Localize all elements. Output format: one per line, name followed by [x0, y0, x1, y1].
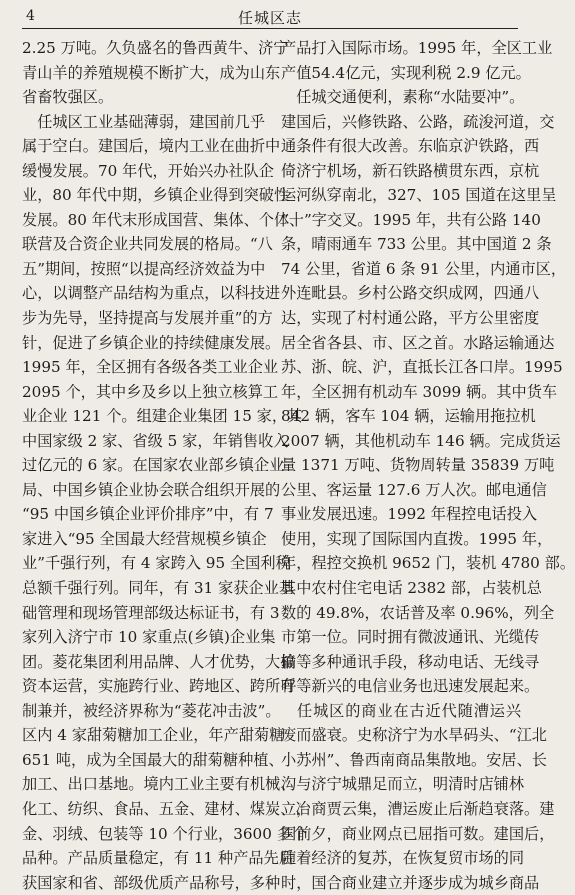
text-line: 业企业 121 个。组建企业集团 15 家，其: [22, 407, 303, 426]
text-line: 心，以调整产品结构为重点，以科技进: [22, 284, 281, 303]
text-line: 842 辆，客车 104 辆，运输用拖拉机: [281, 407, 536, 426]
text-line: 输等多种通讯手段，移动电话、无线寻: [281, 652, 540, 671]
text-line: 居全省各县、市、区之首。水路运输通达: [281, 333, 555, 352]
text-line: 使用，实现了国际国内直拨。1995 年，: [281, 529, 553, 548]
text-line: 任城交通便利，素称“水陆要冲”。: [281, 88, 525, 107]
text-line: 中国家级 2 家、省级 5 家，年销售收入: [22, 431, 289, 450]
text-line: 废而盛衰。史称济宁为水旱码头、“江北: [281, 726, 547, 745]
text-line: 省畜牧强区。: [22, 88, 114, 107]
text-line: 呼等新兴的电信业务也迅速发展起来。: [281, 677, 540, 696]
text-line: 加工、出口基地。境内工业主要有机械、: [22, 775, 296, 794]
text-line: 业，80 年代中期，乡镇企业得到突破性: [22, 186, 290, 205]
text-line: 家进入“95 全国最大经营规模乡镇企: [22, 529, 267, 548]
text-line: 小苏州”、鲁西南商品集散地。安居、长: [281, 750, 547, 769]
text-line: 产值54.4亿元，实现利税 2.9 亿元。: [281, 63, 531, 82]
running-title: 任城区志: [237, 9, 302, 27]
left-column: [22, 36, 311, 895]
text-line: 区内 4 家甜菊糖加工企业，年产甜菊糖: [22, 726, 285, 745]
text-line: 获国家和省、部级优质产品称号，多种: [22, 873, 281, 892]
text-line: 时，国合商业建立并逐步成为城乡商品: [281, 873, 540, 892]
text-line: 外连毗县。乡村公路交织成网，四通八: [281, 284, 540, 303]
text-line: 化工、纺织、食品、五金、建材、煤炭、冶: [22, 799, 311, 818]
text-line: 金、羽绒、包装等 10 个行业，3600 多个: [22, 824, 308, 843]
text-line: 属于空白。建国后，境内工业在曲折中: [22, 137, 281, 156]
text-line: 市第一位。同时拥有微波通讯、光缆传: [281, 628, 540, 647]
page-header: [22, 6, 518, 29]
text-line: 公里、客运量 127.6 万人次。邮电通信: [281, 480, 547, 499]
text-line: 年，程控交换机 9652 门，装机 4780 部。: [281, 554, 575, 573]
text-line: 通条件有很大改善。东临京沪铁路，西: [281, 137, 540, 156]
text-line: 运河纵穿南北，327、105 国道在这里呈: [281, 186, 557, 205]
text-line: 立，商贾云集，漕运废止后渐趋衰落。建: [281, 799, 555, 818]
text-line: 制兼并，被经济界称为“菱花冲击波”。: [22, 701, 281, 720]
text-line: 随着经济的复苏，在恢复贸市场的同: [281, 849, 524, 868]
text-line: 任城区的商业在古近代随漕运兴: [281, 701, 521, 720]
text-line: 事业发展迅速。1992 年程控电话投入: [281, 505, 538, 524]
text-line: 数的 49.8%，农话普及率 0.96%，列全: [281, 603, 555, 622]
text-line: 量 1371 万吨、货物周转量 35839 万吨: [281, 456, 555, 475]
text-line: 团。菱花集团利用品牌、人才优势，大搞: [22, 652, 296, 671]
text-line: 苏、浙、皖、沪，直抵长江各口岸。1995: [281, 358, 563, 377]
text-line: 651 吨，成为全国最大的甜菊糖种植、: [22, 750, 284, 769]
text-line: 条，晴雨通车 733 公里。其中国道 2 条: [281, 235, 552, 254]
text-line: 产品打入国际市场。1995 年，全区工业: [281, 39, 553, 57]
text-line: 五”期间，按照“以提高经济效益为中: [22, 259, 266, 278]
text-line: 品种。产品质量稳定，有 11 种产品先后: [22, 849, 294, 868]
text-line: 联营及合资企业共同发展的格局。“八: [22, 235, 273, 254]
text-line: 针，促进了乡镇企业的持续健康发展。: [22, 333, 281, 352]
text-line: 1995 年，全区拥有各级各类工业企业: [22, 358, 279, 377]
text-line: 任城区工业基础薄弱，建国前几乎: [22, 112, 265, 131]
text-line: 倚济宁机场，新石铁路横贯东西，京杭: [281, 161, 540, 180]
text-line: 建国后，兴修铁路、公路，疏浚河道，交: [281, 112, 555, 131]
text-line: 总额千强行列。同年，有 31 家获企业基: [22, 579, 294, 598]
text-line: 国前夕，商业网点已屈指可数。建国后，: [281, 824, 555, 843]
text-line: “十”字交叉。1995 年，共有公路 140: [281, 210, 541, 229]
text-line: 础管理和现场管理部级达标证书，有 3: [22, 603, 280, 622]
text-line: 沟与济宁城鼎足而立，明清时店铺林: [281, 775, 524, 794]
text-line: “95 中国乡镇企业评价排序”中，有 7: [22, 505, 274, 524]
text-line: 2.25 万吨。久负盛名的鲁西黄牛、济宁: [22, 39, 289, 57]
text-line: 缓慢发展。70 年代，开始兴办社队企: [22, 161, 274, 180]
text-line: 步为先导，坚持提高与发展并重”的方: [22, 309, 273, 328]
text-line: 年，全区拥有机动车 3099 辆。其中货车: [281, 382, 558, 401]
text-line: 发展。80 年代末形成国营、集体、个体、: [22, 210, 305, 229]
text-line: 青山羊的养殖规模不断扩大，成为山东: [22, 63, 281, 82]
text-line: 2095 个，其中乡及乡以上独立核算工: [22, 382, 279, 401]
text-line: 家列入济宁市 10 家重点(乡镇)企业集: [22, 628, 276, 647]
text-line: 资本运营，实施跨行业、跨地区、跨所有: [22, 677, 296, 696]
right-column: [281, 36, 575, 895]
text-line: 过亿元的 6 家。在国家农业部乡镇企业: [22, 456, 285, 475]
text-line: 2007 辆，其他机动车 146 辆。完成货运: [281, 431, 561, 450]
text-line: 74 公里，省道 6 条 91 公里，内通市区，: [281, 259, 567, 278]
page-number: 4: [26, 8, 35, 24]
text-line: 其中农村住宅电话 2382 部，占装机总: [281, 579, 542, 598]
text-line: 局、中国乡镇企业协会联合组织开展的: [22, 480, 281, 499]
text-line: 达，实现了村村通公路，平方公里密度: [281, 309, 540, 328]
text-line: 业”千强行列，有 4 家跨入 95 全国利税: [22, 554, 291, 573]
